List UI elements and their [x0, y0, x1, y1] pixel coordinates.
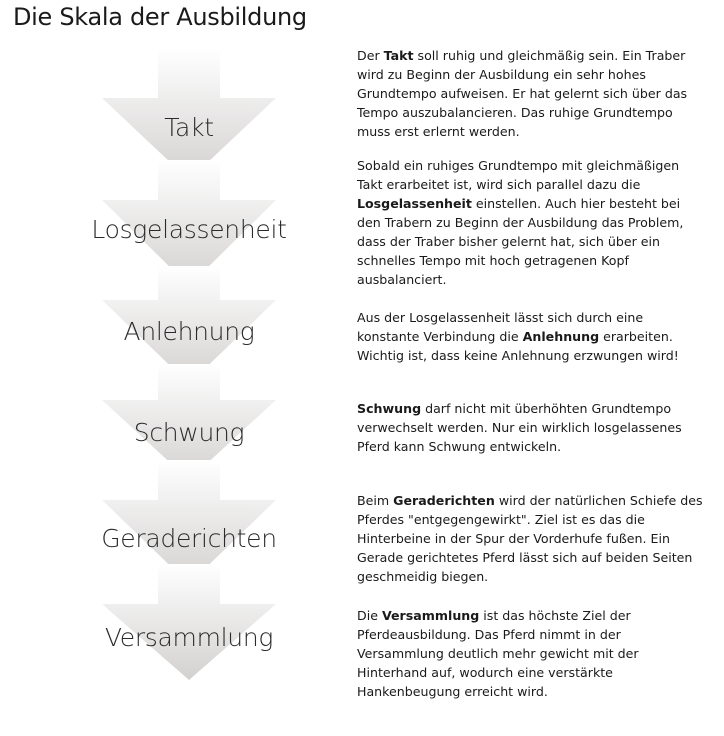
- description-versammlung: Die Versammlung ist das höchste Ziel der Pferdeausbildung. Das Pferd nimmt in der Versammlung deutlich mehr gewicht mit der Hinterhand auf, wodurch eine verstärkte Hankenbeugung erreicht wird.: [357, 608, 639, 699]
- scale-step-anlehnung: Anlehnung: [123, 317, 255, 346]
- description-takt: Der Takt soll ruhig und gleichmäßig sein. Ein Traber wird zu Beginn der Ausbildung ein sehr hohes Grundtempo aufweisen. Er hat gelernt sich über das Tempo auszubalancieren. Das ruhige Grundtempo muss erst erlernt werden.: [357, 48, 688, 139]
- description-losgelassenheit: Sobald ein ruhiges Grundtempo mit gleichmäßigen Takt erarbeitet ist, wird sich parallel dazu die Losgelassenheit einstellen. Auch hier besteht bei den Trabern zu Beginn der Ausbildung das Problem, dass der Traber bisher gelernt hat, sich über ein schnelles Tempo mit hoch getragenen Kopf ausbalanciert.: [357, 158, 684, 287]
- description-geraderichten: Beim Geraderichten wird der natürlichen Schiefe des Pferdes "entgegengewirkt". Ziel ist es das die Hinterbeine in der Spur der Vorderhufe fußen. Ein Gerade gerichtetes Pferd lässt sich auf beiden Seiten geschmeidig biegen.: [357, 493, 703, 584]
- page-title: Die Skala der Ausbildung: [13, 3, 307, 31]
- description-anlehnung: Aus der Losgelassenheit lässt sich durch eine konstante Verbindung die Anlehnung erarbeiten. Wichtig ist, dass keine Anlehnung erzwungen wird!: [357, 310, 679, 363]
- scale-step-geraderichten: Geraderichten: [101, 524, 277, 553]
- scale-step-takt: Takt: [164, 113, 214, 142]
- arrow-icon: [102, 564, 276, 680]
- description-schwung: Schwung darf nicht mit überhöhten Grundtempo verwechselt werden. Nur ein wirklich losgelassenes Pferd kann Schwung entwickeln.: [357, 401, 682, 454]
- scale-step-losgelassenheit: Losgelassenheit: [91, 215, 287, 244]
- scale-step-schwung: Schwung: [133, 418, 245, 447]
- scale-step-versammlung: Versammlung: [104, 623, 274, 652]
